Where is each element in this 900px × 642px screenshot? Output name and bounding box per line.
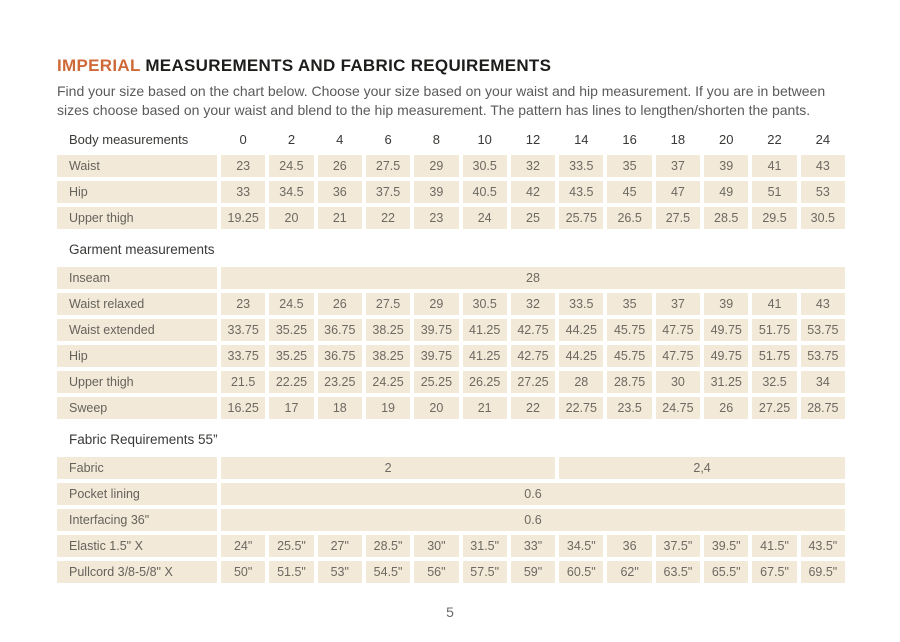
row-label: Body measurements [69,131,189,147]
value-cell: 2,4 [559,457,845,479]
value-cell: 67.5" [752,561,796,583]
title-accent: IMPERIAL [57,56,141,75]
value-cell: 38.25 [366,319,410,341]
table-row [57,483,845,505]
value-cell: 24.25 [366,371,410,393]
measurement-table [57,128,845,583]
value-cell: 26 [318,293,362,315]
value-cell: 49.75 [704,345,748,367]
value-cell: 51.75 [752,345,796,367]
value-cell: 0.6 [221,483,845,505]
value-cell: 43 [801,155,845,177]
value-cell: 36.75 [318,345,362,367]
value-cell: 29 [414,293,458,315]
table-row [57,509,845,531]
size-header-cell: 22 [767,131,782,147]
intro-paragraph: Find your size based on the chart below. Choose your size based on your waist and hip measurement. If you are in between sizes choose based on your waist and blend to the hip measurement. The pattern has lines to lengthen/shorten the pants. [57,83,826,118]
value-cell: 69.5" [801,561,845,583]
value-cell: 29.5 [752,207,796,229]
value-cell: 44.25 [559,345,603,367]
value-cell: 24.75 [656,397,700,419]
size-header-cell: 16 [622,131,637,147]
value-cell: 42 [511,181,555,203]
row-label: Interfacing 36" [57,509,217,531]
value-cell: 34.5 [269,181,313,203]
value-cell: 37 [656,155,700,177]
value-cell: 45.75 [607,319,651,341]
page-title [57,56,845,76]
value-cell: 35 [607,155,651,177]
table-row [57,293,845,315]
row-label: Waist [57,155,217,177]
value-cell: 19 [366,397,410,419]
value-cell: 56" [414,561,458,583]
value-cell: 21 [463,397,507,419]
value-cell: 60.5" [559,561,603,583]
value-cell: 30.5 [801,207,845,229]
row-label: Elastic 1.5" X [57,535,217,557]
value-cell: 43 [801,293,845,315]
value-cell: 27" [318,535,362,557]
value-cell: 49.75 [704,319,748,341]
value-cell: 20 [414,397,458,419]
value-cell: 51.5" [269,561,313,583]
table-row [57,155,845,177]
value-cell: 0.6 [221,509,845,531]
value-cell: 41.5" [752,535,796,557]
value-cell: 30" [414,535,458,557]
value-cell: 28.5 [704,207,748,229]
value-cell: 37 [656,293,700,315]
value-cell: 43.5" [801,535,845,557]
size-header-cell: 2 [287,131,296,147]
value-cell: 27.5 [366,293,410,315]
value-cell: 49 [704,181,748,203]
value-cell: 2 [221,457,555,479]
value-cell: 45 [607,181,651,203]
value-cell: 65.5" [704,561,748,583]
value-cell: 47.75 [656,319,700,341]
table-row [57,128,845,150]
value-cell: 24 [463,207,507,229]
value-cell: 54.5" [366,561,410,583]
table-row [57,457,845,479]
value-cell: 34.5" [559,535,603,557]
value-cell: 30 [656,371,700,393]
table-row [57,319,845,341]
value-cell: 22.25 [269,371,313,393]
value-cell: 32 [511,155,555,177]
value-cell: 22 [366,207,410,229]
row-label: Pocket lining [57,483,217,505]
value-cell: 31.5" [463,535,507,557]
value-cell: 41 [752,293,796,315]
value-cell: 28.5" [366,535,410,557]
value-cell: 57.5" [463,561,507,583]
section-header-row [57,423,845,453]
size-header-cell: 4 [336,131,344,147]
value-cell: 36 [318,181,362,203]
row-label: Upper thigh [57,207,217,229]
value-cell: 53.75 [801,345,845,367]
table-row [57,345,845,367]
value-cell: 36.75 [318,319,362,341]
value-cell: 27.5 [656,207,700,229]
value-cell: 28.75 [607,371,651,393]
value-cell: 33.5 [559,293,603,315]
value-cell: 39 [704,155,748,177]
size-header-cell: 12 [525,131,541,147]
value-cell: 16.25 [221,397,265,419]
size-header-cell: 8 [432,131,440,147]
page-content [57,56,845,587]
size-header-cell: 10 [477,131,492,147]
value-cell: 30.5 [463,155,507,177]
table-row [57,397,845,419]
row-label: Upper thigh [57,371,217,393]
value-cell: 25.25 [414,371,458,393]
row-label: Hip [57,345,217,367]
value-cell: 33.75 [221,319,265,341]
value-cell: 31.25 [704,371,748,393]
value-cell: 35 [607,293,651,315]
value-cell: 45.75 [607,345,651,367]
table-row [57,181,845,203]
table-row [57,371,845,393]
value-cell: 32.5 [752,371,796,393]
value-cell: 23.5 [607,397,651,419]
value-cell: 43.5 [559,181,603,203]
value-cell: 21.5 [221,371,265,393]
value-cell: 19.25 [221,207,265,229]
value-cell: 20 [269,207,313,229]
table-row [57,561,845,583]
value-cell: 36 [607,535,651,557]
value-cell: 23 [414,207,458,229]
value-cell: 39 [704,293,748,315]
value-cell: 39 [414,181,458,203]
value-cell: 28 [221,267,845,289]
value-cell: 25 [511,207,555,229]
size-header-cell: 20 [718,131,734,147]
section-title: Garment measurements [69,242,215,257]
value-cell: 24" [221,535,265,557]
value-cell: 32 [511,293,555,315]
size-header-cell: 18 [670,131,686,147]
value-cell: 27.25 [511,371,555,393]
value-cell: 25.5" [269,535,313,557]
value-cell: 23 [221,293,265,315]
value-cell: 28 [559,371,603,393]
row-label: Waist extended [57,319,217,341]
value-cell: 26 [704,397,748,419]
value-cell: 62" [607,561,651,583]
value-cell: 59" [511,561,555,583]
value-cell: 25.75 [559,207,603,229]
size-header-cell: 14 [574,131,589,147]
value-cell: 27.25 [752,397,796,419]
table-row [57,207,845,229]
value-cell: 51 [752,181,796,203]
row-label: Inseam [57,267,217,289]
value-cell: 24.5 [269,155,313,177]
value-cell: 37.5 [366,181,410,203]
value-cell: 40.5 [463,181,507,203]
value-cell: 39.75 [414,319,458,341]
value-cell: 28.75 [801,397,845,419]
section-title: Fabric Requirements 55” [69,432,218,447]
value-cell: 37.5" [656,535,700,557]
value-cell: 21 [318,207,362,229]
value-cell: 33" [511,535,555,557]
value-cell: 35.25 [269,345,313,367]
page-number: 5 [446,604,454,620]
value-cell: 24.5 [269,293,313,315]
section-header-row [57,233,845,263]
value-cell: 50" [221,561,265,583]
size-header-cell: 0 [239,131,247,147]
value-cell: 26 [318,155,362,177]
value-cell: 53" [318,561,362,583]
value-cell: 22.75 [559,397,603,419]
row-label: Sweep [57,397,217,419]
value-cell: 27.5 [366,155,410,177]
value-cell: 39.75 [414,345,458,367]
value-cell: 41.25 [463,345,507,367]
value-cell: 18 [318,397,362,419]
value-cell: 23.25 [318,371,362,393]
value-cell: 26.25 [463,371,507,393]
value-cell: 38.25 [366,345,410,367]
value-cell: 17 [269,397,313,419]
value-cell: 41.25 [463,319,507,341]
row-label: Waist relaxed [57,293,217,315]
value-cell: 22 [511,397,555,419]
value-cell: 33.5 [559,155,603,177]
value-cell: 47.75 [656,345,700,367]
value-cell: 33.75 [221,345,265,367]
value-cell: 23 [221,155,265,177]
value-cell: 63.5" [656,561,700,583]
size-header-cell: 24 [815,131,831,147]
value-cell: 42.75 [511,345,555,367]
value-cell: 53.75 [801,319,845,341]
value-cell: 53 [801,181,845,203]
row-label: Hip [57,181,217,203]
value-cell: 30.5 [463,293,507,315]
value-cell: 41 [752,155,796,177]
value-cell: 26.5 [607,207,651,229]
table-row [57,535,845,557]
value-cell: 44.25 [559,319,603,341]
table-row [57,267,845,289]
row-label: Pullcord 3/8-5/8" X [57,561,217,583]
value-cell: 51.75 [752,319,796,341]
value-cell: 39.5" [704,535,748,557]
size-header-cell: 6 [384,131,392,147]
value-cell: 47 [656,181,700,203]
value-cell: 42.75 [511,319,555,341]
value-cell: 33 [221,181,265,203]
value-cell: 34 [801,371,845,393]
value-cell: 35.25 [269,319,313,341]
row-label: Fabric [57,457,217,479]
value-cell: 29 [414,155,458,177]
title-rest: MEASUREMENTS AND FABRIC REQUIREMENTS [140,56,552,75]
